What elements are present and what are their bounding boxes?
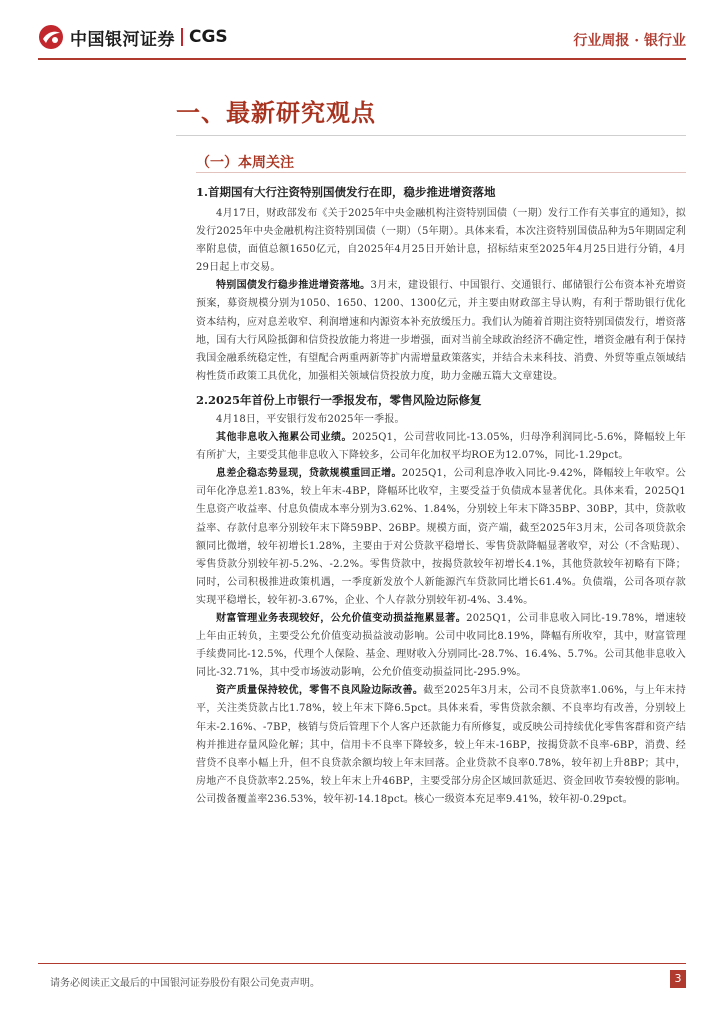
article-body [196,180,686,809]
article1-paragraph-1: 4月17日，财政部发布《关于2025年中央金融机构注资特别国债（一期）发行工作有关事宜的通知》，拟发行2025年中央金融机构注资特别国债（一期）（5年期）。具体来看，本次注资特别国债品种为5年期固定利率附息债，面值总额1650亿元，自2025年4月25日开始计息，招标结束至2025年4月25日进行分销，4月29日起上市交易。 [196,208,686,274]
article2-p2-body: 2025Q1，公司营收同比-13.05%，归母净利润同比-5.6%，降幅较上年有所扩大，主要受其他非息收入下降较多，公司年化加权平均ROE为12.07%，同比-1.29pct。 [196,432,686,462]
article2-p4-lead: 财富管理业务表现较好，公允价值变动损益拖累显著。 [216,612,467,624]
footer-disclaimer: 请务必阅读正文最后的中国银河证券股份有限公司免责声明。 [50,978,320,989]
report-category [573,30,686,50]
header-separator: · [634,33,640,49]
article1-paragraph-2 [196,277,686,386]
article2-paragraph-4 [196,610,686,682]
article2-p3-body: 2025Q1，公司利息净收入同比-9.42%，降幅较上年收窄。公司年化净息差1.83%，较上年末-4BP，降幅环比收窄，主要受益于负债成本显著优化。具体来看，2025Q1生息资产收益率、付息负债成本率分别为3.62%、1.84%，分别较上年末下降35BP、30BP，其中，贷款收益率、存款付息率分别较年末下降59BP、26BP。规模方面，资产端，截至2025年3月末，公司各项贷款余额同比微增，较年初增长1.28%，主要由于对公贷款平稳增长、零售贷款降幅显著收窄，对公（不含贴现）、零售贷款分别较年初-5.2%、-2.2%。零售贷款中，按揭贷款较年初增长4.1%，其他贷款较年初略有下降；同时，公司积极推进政策机遇，一季度新发放个人新能源汽车贷款同比增长61.4%。负债端，公司各项存款实现平稳增长，较年初-3.67%，企业、个人存款分别较年初-4%、3.4%。 [196,468,686,606]
article2-p4-body: 2025Q1，公司非息收入同比-19.78%，增速较上年由正转负，主要受公允价值变动损益波动影响。公司中收同比8.19%，降幅有所收窄，其中，财富管理手续费同比-12.5%，代理个人保险、基金、理财收入分别同比-28.7%、16.4%、5.7%。公司其他非息收入同比-32.71%，其中受市场波动影响，公允价值变动损益同比-295.9%。 [196,612,686,679]
logo-english-name: CGS [189,27,228,47]
article2-p2-lead: 其他非息收入拖累公司业绩。 [216,432,352,444]
company-logo [38,24,228,50]
article2-p3-lead: 息差企稳态势显现，贷款规模重回正增。 [216,468,402,480]
article2-paragraph-5 [196,682,686,809]
subsection-title: （一）本周关注 [196,155,294,171]
page-number: 3 [670,970,686,988]
footer-divider [38,963,686,964]
page-header [0,0,724,62]
article2-paragraph-2 [196,429,686,465]
logo-chinese-name: 中国银河证券 [70,29,175,50]
article2-paragraph-3 [196,465,686,610]
article2-p5-body: 截至2025年3月末，公司不良贷款率1.06%，与上年末持平，关注类贷款占比1.78%，较上年末下降6.5pct。具体来看，零售贷款余额、不良率均有改善，分别较上年末-2.16%、-7BP，核销与贷后管理下个人客户还款能力有所修复，或反映公司持续优化零售客群和资产结构并推进存量风险化解；其中，信用卡不良率下降较多，较上年末-16BP，按揭贷款不良率-6BP，消费、经营贷不良率小幅上升，但不良贷款余额均较上年末回落。企业贷款不良率0.78%，较年初上升8BP；其中，房地产不良贷款率2.25%，较上年末上升46BP，主要受部分房企区域回款延迟、资金回收节奏较慢的影响。公司拨备覆盖率236.53%，较年初-14.18pct。核心一级资本充足率9.41%，较年初-0.29pct。 [196,685,686,805]
article1-p2-lead: 特别国债发行稳步推进增资落地。 [216,280,371,292]
article2-p5-lead: 资产质量保持较优，零售不良风险边际改善。 [216,685,424,697]
subsection-title-underline [196,172,686,173]
article1-p2-body: 3月末，建设银行、中国银行、交通银行、邮储银行公布资本补充增资预案，募资规模分别为1050、1650、1200、1300亿元，并主要由财政部主导认购，有利于帮助银行优化资本结构，应对息差收窄、利润增速和内源资本补充放缓压力。我们认为随着首期注资特别国债发行，增资落地，国有大行风险抵御和信贷投放能力将进一步增强，面对当前全球政治经济不确定性，增资金融有利于保持我国金融系统稳定性，有望配合两重两新等扩内需增量政策落实，并结合未来科技、消费、外贸等重点领域结构性货币政策工具优化，加强相关领域信贷投放力度，助力金融五篇大文章建设。 [196,280,687,382]
article2-heading: 2.2025年首份上市银行一季报发布，零售风险边际修复 [196,392,482,407]
article1-heading: 1.首期国有大行注资特别国债发行在即，稳步推进增资落地 [196,185,496,199]
section-title: 一、最新研究观点 [176,98,376,127]
report-type: 行业周报 [573,33,630,49]
industry-name: 银行业 [644,33,686,49]
logo-divider [181,28,183,46]
section-title-underline [176,135,686,136]
galaxy-logo-icon [38,24,64,50]
article2-paragraph-1: 4月18日，平安银行发布2025年一季报。 [216,413,405,425]
header-divider [38,58,686,60]
